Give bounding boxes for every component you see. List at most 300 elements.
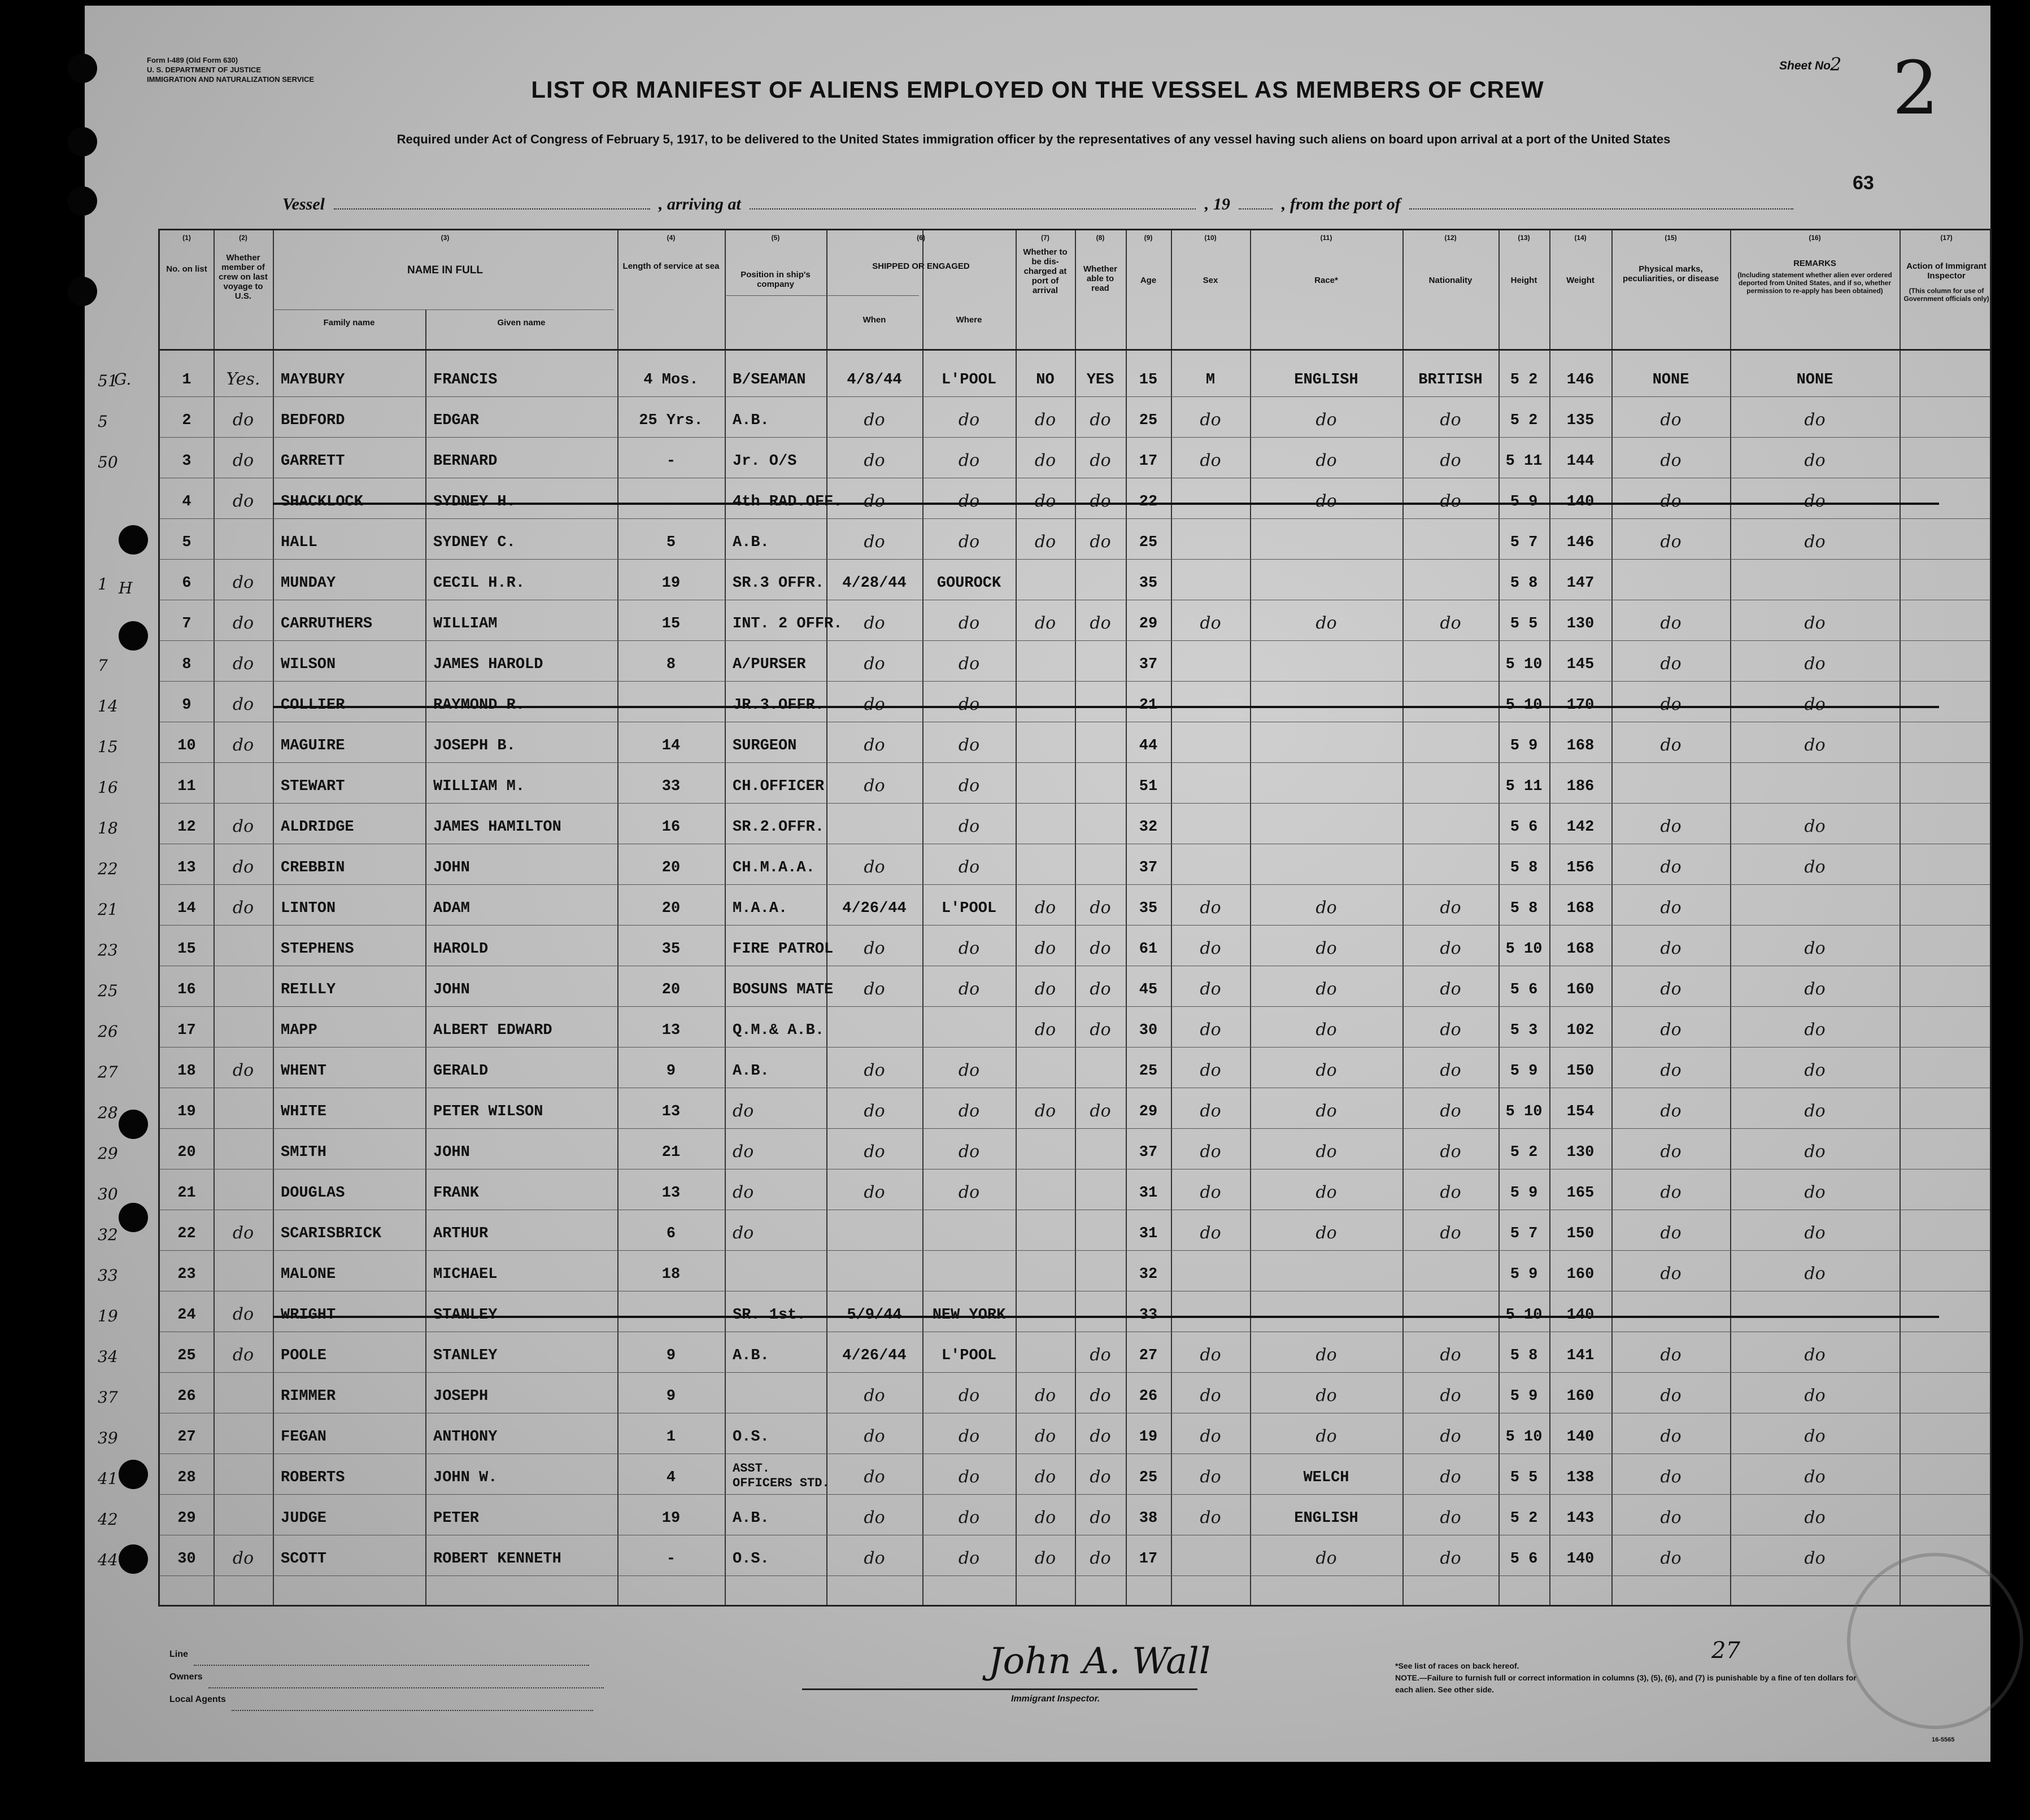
cell-where: do bbox=[958, 1101, 980, 1121]
cell-when: do bbox=[864, 1548, 885, 1568]
cell-family: STEPHENS bbox=[281, 941, 354, 958]
cell-given: PETER WILSON bbox=[433, 1103, 543, 1120]
cell-service: 9 bbox=[666, 1388, 676, 1405]
cell-no: 2 bbox=[182, 412, 191, 429]
cell-given: ADAM bbox=[433, 900, 470, 917]
cell-no: 6 bbox=[182, 575, 191, 592]
cell-where: do bbox=[958, 491, 980, 511]
cell-read: do bbox=[1090, 613, 1111, 633]
cell-age: 25 bbox=[1139, 1469, 1158, 1486]
cell-weight: 140 bbox=[1566, 494, 1595, 510]
cell-when: do bbox=[864, 1426, 885, 1446]
strikethrough-line bbox=[273, 1316, 1939, 1318]
cell-race: do bbox=[1315, 979, 1337, 999]
owners-label: Owners bbox=[169, 1672, 203, 1682]
cell-family: HALL bbox=[281, 534, 317, 551]
column-number: (15) bbox=[1665, 234, 1677, 242]
cell-phys: do bbox=[1660, 532, 1681, 552]
cell-service: 20 bbox=[661, 859, 681, 876]
cell-sex: do bbox=[1200, 1101, 1221, 1121]
header-race: Race* bbox=[1314, 276, 1338, 285]
header-length-service: Length of service at sea bbox=[622, 261, 720, 271]
cell-sex: do bbox=[1200, 1426, 1221, 1446]
column-number: (11) bbox=[1320, 234, 1332, 242]
cell-sex: do bbox=[1200, 1223, 1221, 1243]
cell-service: 18 bbox=[661, 1266, 681, 1283]
cell-when: do bbox=[864, 979, 885, 999]
cell-height: 5 5 bbox=[1510, 616, 1538, 632]
cell-height: 5 6 bbox=[1510, 1551, 1538, 1568]
cell-race: do bbox=[1315, 1426, 1337, 1446]
row-margin-number: 18 bbox=[98, 819, 118, 837]
row-divider bbox=[160, 884, 1990, 885]
cell-no: 8 bbox=[182, 656, 191, 673]
row-divider bbox=[160, 803, 1990, 804]
row-margin-number: 22 bbox=[98, 859, 118, 878]
row-margin-number: 15 bbox=[98, 737, 118, 756]
cell-no: 13 bbox=[177, 859, 196, 876]
form-id-line: Form I-489 (Old Form 630) bbox=[147, 56, 238, 64]
header-action-sub: (This column for use of Government officials only) bbox=[1903, 287, 1989, 303]
cell-where: do bbox=[958, 1548, 980, 1568]
cell-given: BERNARD bbox=[433, 453, 498, 470]
cell-given: WILLIAM M. bbox=[433, 778, 525, 795]
cell-nat: BRITISH bbox=[1418, 372, 1483, 389]
cell-no: 23 bbox=[177, 1266, 196, 1283]
cell-height: 5 9 bbox=[1510, 737, 1538, 754]
cell-given: EDGAR bbox=[433, 412, 480, 429]
cell-remarks: do bbox=[1804, 1182, 1826, 1202]
cell-service: 35 bbox=[661, 941, 681, 958]
cell-position: Jr. O/S bbox=[733, 453, 797, 470]
cell-sex: do bbox=[1200, 898, 1221, 918]
cell-sex: do bbox=[1200, 1386, 1221, 1406]
cell-remarks: do bbox=[1804, 857, 1826, 877]
cell-prev: do bbox=[232, 573, 254, 592]
crew-count: 27 bbox=[1711, 1638, 1740, 1664]
cell-sex: do bbox=[1200, 451, 1221, 470]
manifest-sheet bbox=[85, 6, 1990, 1762]
row-margin-number: 42 bbox=[98, 1510, 118, 1529]
cell-age: 25 bbox=[1139, 534, 1158, 551]
cell-service: 5 bbox=[666, 534, 676, 551]
vessel-label: Vessel bbox=[282, 195, 325, 213]
sheet-number-label: Sheet No. bbox=[1779, 59, 1834, 72]
cell-family: MAGUIRE bbox=[281, 737, 345, 754]
cell-service: 19 bbox=[661, 575, 681, 592]
cell-remarks: do bbox=[1804, 491, 1826, 511]
cell-height: 5 3 bbox=[1510, 1022, 1538, 1039]
cell-service: - bbox=[666, 453, 676, 470]
cell-disch: do bbox=[1034, 1426, 1056, 1446]
cell-race: do bbox=[1315, 1223, 1337, 1243]
punch-hole bbox=[68, 127, 97, 156]
row-margin-number: 14 bbox=[98, 697, 118, 715]
cell-service: 9 bbox=[666, 1347, 676, 1364]
official-seal bbox=[1847, 1553, 2023, 1729]
cell-prev: do bbox=[232, 817, 254, 836]
row-divider bbox=[160, 1047, 1990, 1048]
cell-when: 4/8/44 bbox=[847, 372, 902, 389]
cell-position: SR. 1st. bbox=[733, 1307, 806, 1324]
cell-position: do bbox=[733, 1223, 754, 1243]
cell-service: 20 bbox=[661, 981, 681, 998]
cell-family: WRIGHT bbox=[281, 1307, 336, 1324]
cell-family: ALDRIDGE bbox=[281, 819, 354, 836]
strikethrough-line bbox=[273, 503, 1939, 505]
cell-given: JAMES HAROLD bbox=[433, 656, 543, 673]
column-number: (8) bbox=[1096, 234, 1105, 242]
cell-where: do bbox=[958, 735, 980, 755]
cell-sex: do bbox=[1200, 979, 1221, 999]
cell-phys: do bbox=[1660, 1020, 1681, 1040]
cell-when: do bbox=[864, 857, 885, 877]
cell-height: 5 9 bbox=[1510, 494, 1538, 510]
cell-height: 5 7 bbox=[1510, 1225, 1538, 1242]
row-margin-number: 26 bbox=[98, 1022, 118, 1041]
cell-remarks: do bbox=[1804, 817, 1826, 836]
cell-nat: do bbox=[1440, 451, 1461, 470]
cell-no: 19 bbox=[177, 1103, 196, 1120]
cell-prev: do bbox=[232, 735, 254, 755]
cell-sex: do bbox=[1200, 1345, 1221, 1365]
cell-age: 51 bbox=[1139, 778, 1158, 795]
cell-remarks: do bbox=[1804, 613, 1826, 633]
cell-height: 5 9 bbox=[1510, 1388, 1538, 1405]
cell-when: do bbox=[864, 1386, 885, 1406]
margin-mark: G. bbox=[114, 370, 132, 389]
header-physical: Physical marks, peculiarities, or disease bbox=[1622, 264, 1719, 283]
cell-when: do bbox=[864, 1060, 885, 1080]
cell-no: 27 bbox=[177, 1429, 196, 1446]
cell-disch: do bbox=[1034, 979, 1056, 999]
row-divider bbox=[160, 559, 1990, 560]
column-number: (7) bbox=[1041, 234, 1049, 242]
cell-weight: 140 bbox=[1566, 1551, 1595, 1568]
cell-age: 35 bbox=[1139, 900, 1158, 917]
cell-no: 30 bbox=[177, 1551, 196, 1568]
owners-field bbox=[208, 1687, 604, 1688]
cell-when: do bbox=[864, 735, 885, 755]
cell-phys: do bbox=[1660, 1060, 1681, 1080]
cell-age: 22 bbox=[1139, 494, 1158, 510]
cell-family: RIMMER bbox=[281, 1388, 336, 1405]
cell-given: ANTHONY bbox=[433, 1429, 498, 1446]
cell-prev: do bbox=[232, 695, 254, 714]
punch-hole bbox=[119, 1544, 148, 1574]
header-weight: Weight bbox=[1566, 276, 1595, 285]
line-row bbox=[169, 1643, 604, 1666]
cell-remarks: do bbox=[1804, 1508, 1826, 1527]
penalty-note: NOTE.—Failure to furnish full or correct information in columns (3), (5), (6), and (7) is punishable by a fine of ten dollars for each alien. See other side. bbox=[1395, 1673, 1857, 1694]
cell-family: GARRETT bbox=[281, 453, 345, 470]
cell-disch: do bbox=[1034, 1386, 1056, 1406]
cell-height: 5 2 bbox=[1510, 1510, 1538, 1527]
cell-given: STANLEY bbox=[433, 1347, 498, 1364]
cell-no: 7 bbox=[182, 616, 191, 632]
cell-given: JOHN bbox=[433, 981, 470, 998]
cell-phys: do bbox=[1660, 857, 1681, 877]
cell-height: 5 5 bbox=[1510, 1469, 1538, 1486]
cell-nat: do bbox=[1440, 1060, 1461, 1080]
cell-read: do bbox=[1090, 1548, 1111, 1568]
cell-phys: do bbox=[1660, 1101, 1681, 1121]
row-margin-number: 30 bbox=[98, 1185, 118, 1203]
cell-nat: do bbox=[1440, 1426, 1461, 1446]
owners-row bbox=[169, 1666, 604, 1688]
cell-age: 37 bbox=[1139, 1144, 1158, 1161]
cell-weight: 168 bbox=[1566, 737, 1595, 754]
cell-age: 61 bbox=[1139, 941, 1158, 958]
cell-family: WILSON bbox=[281, 656, 336, 673]
column-number: (1) bbox=[182, 234, 191, 242]
cell-sex: do bbox=[1200, 1060, 1221, 1080]
row-divider bbox=[160, 1575, 1990, 1576]
cell-no: 4 bbox=[182, 494, 191, 510]
cell-when: do bbox=[864, 695, 885, 714]
cell-nat: do bbox=[1440, 1223, 1461, 1243]
cell-read: YES bbox=[1086, 372, 1114, 389]
row-margin-number: 41 bbox=[98, 1469, 118, 1488]
cell-given: FRANCIS bbox=[433, 372, 498, 389]
row-margin-number: 29 bbox=[98, 1144, 118, 1163]
cell-no: 10 bbox=[177, 737, 196, 754]
cell-family: MUNDAY bbox=[281, 575, 336, 592]
row-margin-number: 21 bbox=[98, 900, 118, 919]
cell-race: do bbox=[1315, 1101, 1337, 1121]
cell-race: do bbox=[1315, 1386, 1337, 1406]
cell-given: RAYMOND R. bbox=[433, 697, 525, 714]
cell-position: SURGEON bbox=[733, 737, 797, 754]
cell-disch: do bbox=[1034, 1548, 1056, 1568]
arriving-label: , arriving at bbox=[659, 195, 741, 213]
cell-age: 25 bbox=[1139, 1063, 1158, 1080]
cell-no: 9 bbox=[182, 697, 191, 714]
cell-prev: do bbox=[232, 1304, 254, 1324]
column-number: (3) bbox=[441, 234, 450, 242]
cell-where: do bbox=[958, 1386, 980, 1406]
header-when: When bbox=[862, 315, 886, 325]
cell-race: do bbox=[1315, 491, 1337, 511]
cell-remarks: do bbox=[1804, 1223, 1826, 1243]
row-margin-number: 44 bbox=[98, 1551, 118, 1569]
row-margin-number: 1 bbox=[98, 575, 108, 593]
cell-weight: 146 bbox=[1566, 372, 1595, 389]
cell-phys: do bbox=[1660, 654, 1681, 674]
cell-family: STEWART bbox=[281, 778, 345, 795]
cell-read: do bbox=[1090, 410, 1111, 430]
cell-read: do bbox=[1090, 532, 1111, 552]
cell-no: 11 bbox=[177, 778, 196, 795]
row-divider bbox=[160, 640, 1990, 641]
cell-weight: 144 bbox=[1566, 453, 1595, 470]
cell-no: 1 bbox=[182, 372, 191, 389]
cell-weight: 150 bbox=[1566, 1063, 1595, 1080]
cell-where: do bbox=[958, 451, 980, 470]
cell-prev: do bbox=[232, 1548, 254, 1568]
row-margin-number: 34 bbox=[98, 1347, 118, 1366]
cell-nat: do bbox=[1440, 613, 1461, 633]
cell-given: JOHN bbox=[433, 1144, 470, 1161]
cell-when: do bbox=[864, 1101, 885, 1121]
cell-where: do bbox=[958, 857, 980, 877]
row-margin-number: 19 bbox=[98, 1307, 118, 1325]
cell-when: do bbox=[864, 410, 885, 430]
cell-weight: 138 bbox=[1566, 1469, 1595, 1486]
cell-position: Q.M.& A.B. bbox=[733, 1022, 825, 1039]
cell-age: 35 bbox=[1139, 575, 1158, 592]
row-margin-number: 7 bbox=[98, 656, 108, 675]
inspector-signature: John A. Wall bbox=[988, 1640, 1211, 1682]
cell-service: 4 bbox=[666, 1469, 676, 1486]
cell-remarks: do bbox=[1804, 1426, 1826, 1446]
cell-family: MAPP bbox=[281, 1022, 317, 1039]
row-divider bbox=[160, 437, 1990, 438]
cell-where: L'POOL bbox=[941, 1347, 997, 1364]
cell-sex: do bbox=[1200, 1142, 1221, 1162]
cell-where: do bbox=[958, 695, 980, 714]
cell-given: JOSEPH bbox=[433, 1388, 489, 1405]
row-margin-number: 39 bbox=[98, 1429, 118, 1447]
cell-weight: 143 bbox=[1566, 1510, 1595, 1527]
cell-race: do bbox=[1315, 939, 1337, 958]
cell-no: 3 bbox=[182, 453, 191, 470]
cell-family: BEDFORD bbox=[281, 412, 345, 429]
cell-position: SR.2.OFFR. bbox=[733, 819, 825, 836]
cell-phys: NONE bbox=[1652, 372, 1689, 389]
header-remarks: REMARKS bbox=[1793, 259, 1836, 268]
cell-service: 20 bbox=[661, 900, 681, 917]
cell-weight: 145 bbox=[1566, 656, 1595, 673]
cell-height: 5 10 bbox=[1505, 1103, 1543, 1120]
vessel-field bbox=[334, 198, 650, 210]
signature-line bbox=[802, 1688, 1197, 1690]
cell-prev: do bbox=[232, 451, 254, 470]
cell-when: 4/26/44 bbox=[842, 900, 907, 917]
row-margin-number: 37 bbox=[98, 1388, 118, 1407]
cell-race: do bbox=[1315, 613, 1337, 633]
cell-no: 24 bbox=[177, 1307, 196, 1324]
cell-age: 31 bbox=[1139, 1225, 1158, 1242]
cell-sex: do bbox=[1200, 939, 1221, 958]
cell-family: ROBERTS bbox=[281, 1469, 345, 1486]
cell-remarks: do bbox=[1804, 451, 1826, 470]
header-divider bbox=[725, 295, 919, 296]
row-divider bbox=[160, 925, 1990, 926]
cell-position: BOSUNS MATE bbox=[733, 981, 834, 998]
cell-prev: do bbox=[232, 613, 254, 633]
cell-where: do bbox=[958, 654, 980, 674]
cell-nat: do bbox=[1440, 939, 1461, 958]
cell-remarks: do bbox=[1804, 735, 1826, 755]
header-position: Position in ship's company bbox=[740, 270, 811, 289]
punch-hole bbox=[68, 277, 97, 306]
cell-weight: 168 bbox=[1566, 941, 1595, 958]
cell-position: 4th RAD.OFF. bbox=[733, 494, 843, 510]
cell-height: 5 7 bbox=[1510, 534, 1538, 551]
cell-where: L'POOL bbox=[941, 372, 997, 389]
cell-where: do bbox=[958, 776, 980, 796]
header-name-in-full: NAME IN FULL bbox=[407, 264, 483, 276]
cell-race: do bbox=[1315, 1020, 1337, 1040]
row-margin-number: 23 bbox=[98, 941, 118, 959]
cell-service: 33 bbox=[661, 778, 681, 795]
header-no-on-list: No. on list bbox=[166, 264, 207, 274]
cell-disch: do bbox=[1034, 491, 1056, 511]
cell-remarks: do bbox=[1804, 1386, 1826, 1406]
cell-height: 5 10 bbox=[1505, 697, 1543, 714]
row-margin-number: 32 bbox=[98, 1225, 118, 1244]
row-margin-number: 27 bbox=[98, 1063, 118, 1081]
cell-phys: do bbox=[1660, 1426, 1681, 1446]
cell-nat: do bbox=[1440, 1345, 1461, 1365]
cell-no: 20 bbox=[177, 1144, 196, 1161]
cell-service: 19 bbox=[661, 1510, 681, 1527]
cell-family: SCOTT bbox=[281, 1551, 327, 1568]
cell-family: COLLIER bbox=[281, 697, 345, 714]
cell-family: WHENT bbox=[281, 1063, 327, 1080]
punch-hole bbox=[68, 186, 97, 216]
signature-caption: Immigrant Inspector. bbox=[1011, 1694, 1100, 1704]
cell-height: 5 11 bbox=[1505, 453, 1543, 470]
cell-family: LINTON bbox=[281, 900, 336, 917]
sheet-number-value: 2 bbox=[1830, 54, 1842, 75]
footer-fields bbox=[169, 1643, 604, 1711]
column-number: (10) bbox=[1204, 234, 1217, 242]
cell-disch: do bbox=[1034, 451, 1056, 470]
cell-prev: do bbox=[232, 491, 254, 511]
header-member-before: Whether member of crew on last voyage to U.S. bbox=[219, 253, 268, 301]
row-divider bbox=[160, 1128, 1990, 1129]
punch-hole bbox=[119, 525, 148, 555]
cell-given: ALBERT EDWARD bbox=[433, 1022, 552, 1039]
agents-field bbox=[232, 1710, 593, 1711]
cell-no: 26 bbox=[177, 1388, 196, 1405]
cell-family: WHITE bbox=[281, 1103, 327, 1120]
cell-no: 22 bbox=[177, 1225, 196, 1242]
cell-where: do bbox=[958, 1060, 980, 1080]
cell-family: MAYBURY bbox=[281, 372, 345, 389]
cell-race: do bbox=[1315, 1142, 1337, 1162]
line-label: Line bbox=[169, 1649, 188, 1659]
cell-weight: 154 bbox=[1566, 1103, 1595, 1120]
header-action: Action of Immigrant Inspector bbox=[1906, 261, 1987, 281]
cell-age: 15 bbox=[1139, 372, 1158, 389]
cell-race: do bbox=[1315, 1060, 1337, 1080]
cell-weight: 147 bbox=[1566, 575, 1595, 592]
cell-age: 37 bbox=[1139, 859, 1158, 876]
cell-height: 5 9 bbox=[1510, 1063, 1538, 1080]
cell-height: 5 8 bbox=[1510, 859, 1538, 876]
cell-read: do bbox=[1090, 1467, 1111, 1487]
cell-given: HAROLD bbox=[433, 941, 489, 958]
cell-where: do bbox=[958, 1142, 980, 1162]
column-number: (17) bbox=[1940, 234, 1953, 242]
row-margin-number: 25 bbox=[98, 981, 118, 1000]
row-margin-number: 16 bbox=[98, 778, 118, 797]
cell-weight: 146 bbox=[1566, 534, 1595, 551]
cell-weight: 168 bbox=[1566, 900, 1595, 917]
cell-race: ENGLISH bbox=[1294, 1510, 1358, 1527]
cell-given: PETER bbox=[433, 1510, 480, 1527]
vessel-line bbox=[282, 195, 1798, 214]
cell-when: 4/28/44 bbox=[842, 575, 907, 592]
form-code: 16-5565 bbox=[1932, 1736, 1955, 1743]
cell-disch: do bbox=[1034, 532, 1056, 552]
cell-no: 14 bbox=[177, 900, 196, 917]
document-title: LIST OR MANIFEST OF ALIENS EMPLOYED ON THE VESSEL AS MEMBERS OF CREW bbox=[531, 76, 1544, 103]
agents-label: Local Agents bbox=[169, 1695, 226, 1704]
